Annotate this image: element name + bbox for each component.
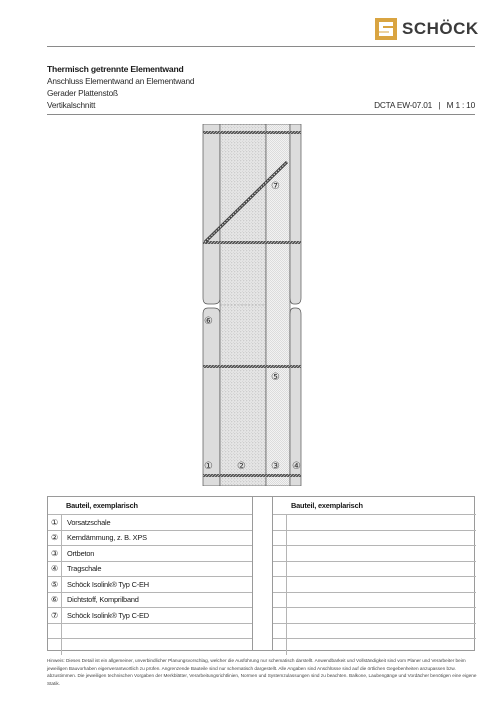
subtitle-line-1: Anschluss Elementwand an Elementwand	[47, 76, 195, 86]
legend-row	[48, 562, 252, 578]
legend-number: ②	[48, 531, 62, 546]
legend-row	[48, 577, 252, 593]
legend-number: ①	[48, 515, 62, 530]
legend-empty-row	[273, 593, 476, 609]
legend-number	[48, 639, 62, 655]
legend-heading-right: Bauteil, exemplarisch	[273, 497, 476, 515]
legend-empty-row	[273, 562, 476, 578]
legend-label: Schöck Isolink® Typ C-ED	[67, 610, 149, 620]
drawing-reference: DCTA EW-07.01 | M 1 : 10	[374, 100, 475, 110]
legend-column-left	[48, 497, 252, 650]
legend-table	[47, 496, 475, 651]
legend-empty-row	[273, 546, 476, 562]
legend-label: Schöck Isolink® Typ C-EH	[67, 579, 149, 589]
legend-heading-left: Bauteil, exemplarisch	[48, 497, 252, 515]
section-drawing	[195, 124, 310, 491]
marker-6: ⑥	[204, 316, 213, 327]
outer-leaf	[203, 124, 220, 486]
brand-logo	[375, 18, 479, 40]
legend-empty-row	[273, 624, 476, 640]
anchor-lower	[203, 365, 301, 368]
legend-empty-row	[273, 608, 476, 624]
schoeck-logo-icon	[375, 18, 397, 40]
legend-empty-row	[273, 515, 476, 531]
legend-label: Kerndämmung, z. B. XPS	[67, 533, 147, 543]
legend-number: ③	[48, 546, 62, 561]
brand-name: SCHÖCK	[402, 19, 479, 38]
legend-column-right	[272, 497, 476, 650]
marker-2: ②	[237, 461, 246, 472]
marker-3: ③	[271, 461, 280, 472]
legend-empty-row	[273, 531, 476, 547]
legend-row	[48, 593, 252, 609]
legend-number: ⑦	[48, 608, 62, 623]
legend-number: ⑥	[48, 593, 62, 608]
legend-empty-row	[273, 639, 476, 655]
legend-number: ④	[48, 562, 62, 577]
legend-number: ⑤	[48, 577, 62, 592]
subtitle-line-3: Vertikalschnitt	[47, 100, 96, 110]
disclaimer-note: Hinweis: Dieses Detail ist ein allgemeiner, unverbindlicher Planungsvorschlag, welcher die Ausführung nur schematisch darstellt. Anwendbarkeit und Vollständigkeit sind vom Planer und Verarbeiter beim jeweiligen Bauvorhaben eigenverantwortlich zu prüfen. Angrenzende Bauteile sind nur schematisch dargestellt. Alle Angaben sind Anschlüsse sind auf die örtlichen Gegebenheiten anzupassen bzw. abzustimmen. Die jeweiligen technischen Vorgaben der Merkblätter, Verarbeitungsrichtlinien, Normen und Systemzulassungen sind zu beachten. Balkone, Laubengänge und Vordächer benötigen eine eigene Statik.	[47, 658, 477, 686]
legend-label: Tragschale	[67, 564, 102, 574]
anchor-top	[203, 131, 301, 134]
subtitle-line-2: Gerader Plattenstoß	[47, 88, 118, 98]
structural-leaf	[290, 124, 301, 486]
legend-number	[48, 624, 62, 639]
title-divider	[47, 114, 475, 115]
legend-label: Vorsatzschale	[67, 517, 111, 527]
legend-row	[48, 531, 252, 547]
marker-5: ⑤	[271, 372, 280, 383]
legend-empty-row	[273, 577, 476, 593]
legend-gap	[252, 497, 272, 650]
legend-row	[48, 546, 252, 562]
marker-4: ④	[292, 461, 301, 472]
marker-1: ①	[204, 461, 213, 472]
header-divider	[47, 46, 475, 47]
anchor-upper	[203, 241, 301, 244]
page-title: Thermisch getrennte Elementwand	[47, 64, 184, 74]
legend-row	[48, 515, 252, 531]
legend-row	[48, 624, 252, 640]
legend-row	[48, 639, 252, 655]
legend-label: Ortbeton	[67, 548, 95, 558]
legend-row	[48, 608, 252, 624]
anchor-bottom	[203, 474, 301, 477]
legend-label: Dichtstoff, Komprilband	[67, 595, 139, 605]
marker-7: ⑦	[271, 181, 280, 192]
